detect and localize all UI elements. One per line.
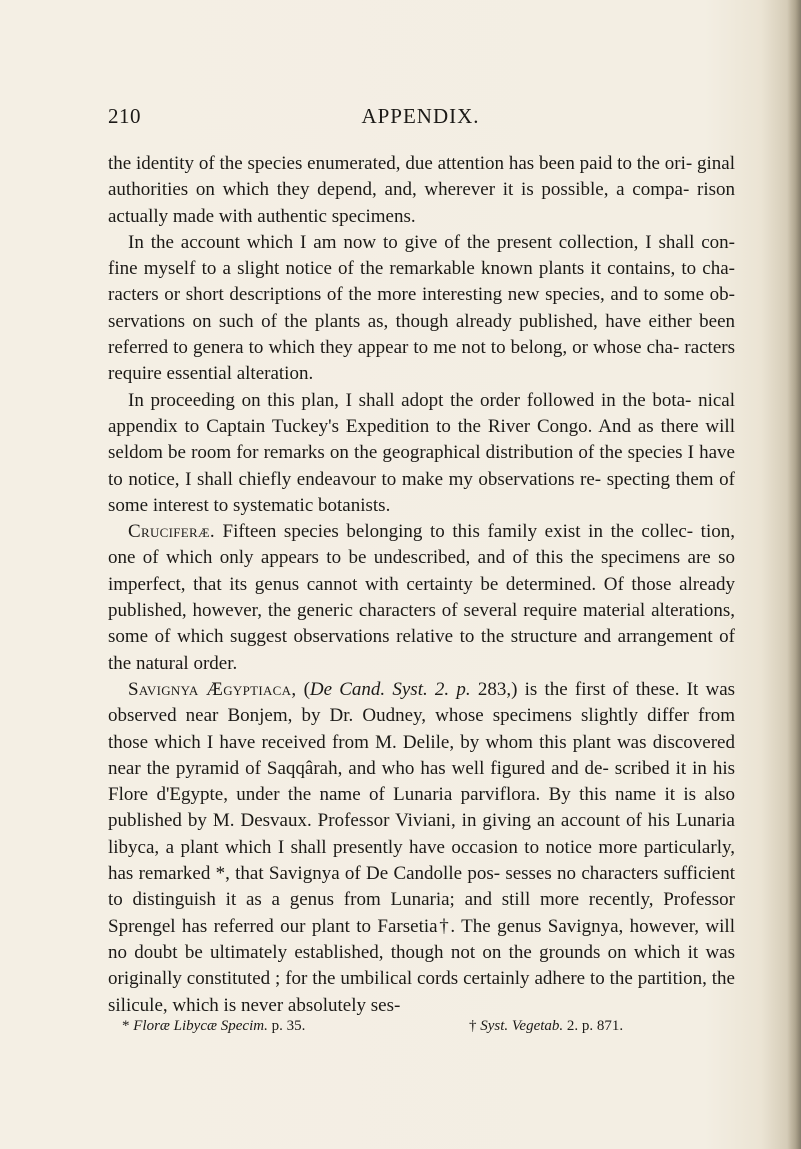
paragraph-4 bbox=[108, 519, 735, 677]
footnote-2-title: Syst. Vegetab. bbox=[480, 1018, 564, 1034]
footnote-1 bbox=[122, 1018, 305, 1035]
page-edge-shadow bbox=[787, 0, 801, 1149]
paragraph-5-text: is the first of these. It was observed near Bonjem, by Dr. Oudney, whose specimens slightly differ from those which I have received from M. Delile, by whom this plant was discovered near the pyramid of Saqqârah, and who has well figured and de- scribed it in his Flore d'Egypte, under the name of Lunaria parviflora. By this name it is also published by M. Desvaux. Professor Viviani, in giving an account of his Lunaria libyca, a plant which I shall presently have occasion to notice more particularly, has remarked *, that Savignya of De Candolle pos- sesses no characters sufficient to distinguish it as a genus from Lunaria; and still more recently, Professor Sprengel has referred our plant to Farsetia†. The genus Savignya, however, will no doubt be ultimately established, though not on the grounds on which it was originally constituted ; for the umbilical cords certainly adhere to the partition, the silicule, which is never absolutely ses- bbox=[108, 678, 736, 1016]
paragraph-2: In the account which I am now to give of the present collection, I shall con- fine myself to a slight notice of the remarkable known plants it contains, to cha- racters or short descriptions of the more interesting new species, and to some ob- servations on such of the plants as, though already published, have either been referred to genera to which they appear to me not to belong, or whose cha- racters require essential alteration. bbox=[108, 231, 735, 385]
footnote-2-page: 2. p. 871. bbox=[563, 1018, 624, 1034]
page-number: 210 bbox=[108, 104, 141, 128]
page-header bbox=[108, 104, 733, 132]
footnotes bbox=[108, 1018, 735, 1040]
paragraph-1: the identity of the species enumerated, due attention has been paid to the ori- ginal authorities on which they depend, and, wherever it is possible, a compa- rison actually made with authentic specimens. bbox=[108, 153, 735, 227]
footnote-1-title: Floræ Libycæ Specim. bbox=[133, 1018, 268, 1034]
footnote-1-mark: * bbox=[122, 1018, 134, 1034]
body-text bbox=[108, 151, 735, 1019]
citation-open: ( bbox=[296, 678, 310, 700]
footnote-1-page: p. 35. bbox=[267, 1018, 306, 1034]
footnote-2 bbox=[469, 1018, 623, 1035]
paragraph-4-text: Fifteen species belonging to this family exist in the collec- tion, one of which only appears to be undescribed, and of this the specimens are so imperfect, that its genus cannot with certainty be determined. Of those already published, however, the generic characters of several require material alterations, some of which suggest observations relative to the structure and arrangement of the natural order. bbox=[108, 521, 735, 674]
species-heading-savignya: Savignya Ægyptiaca, bbox=[128, 678, 297, 700]
citation-reference: De Cand. Syst. 2. p. bbox=[309, 678, 471, 700]
footnote-2-mark: † bbox=[469, 1018, 481, 1034]
paragraph-3: In proceeding on this plan, I shall adopt the order followed in the bota- nical appendix to Captain Tuckey's Expedition to the River Congo. And as there will seldom be room for remarks on the geographical distribution of the species I have to notice, I shall chiefly endeavour to make my observations re- specting them of some interest to systematic botanists. bbox=[108, 389, 735, 516]
paragraph-5 bbox=[108, 677, 735, 1019]
running-head: APPENDIX. bbox=[361, 104, 480, 128]
citation-rest: 283,) bbox=[470, 678, 518, 700]
section-heading-cruciferae: Cruciferæ. bbox=[128, 521, 215, 543]
